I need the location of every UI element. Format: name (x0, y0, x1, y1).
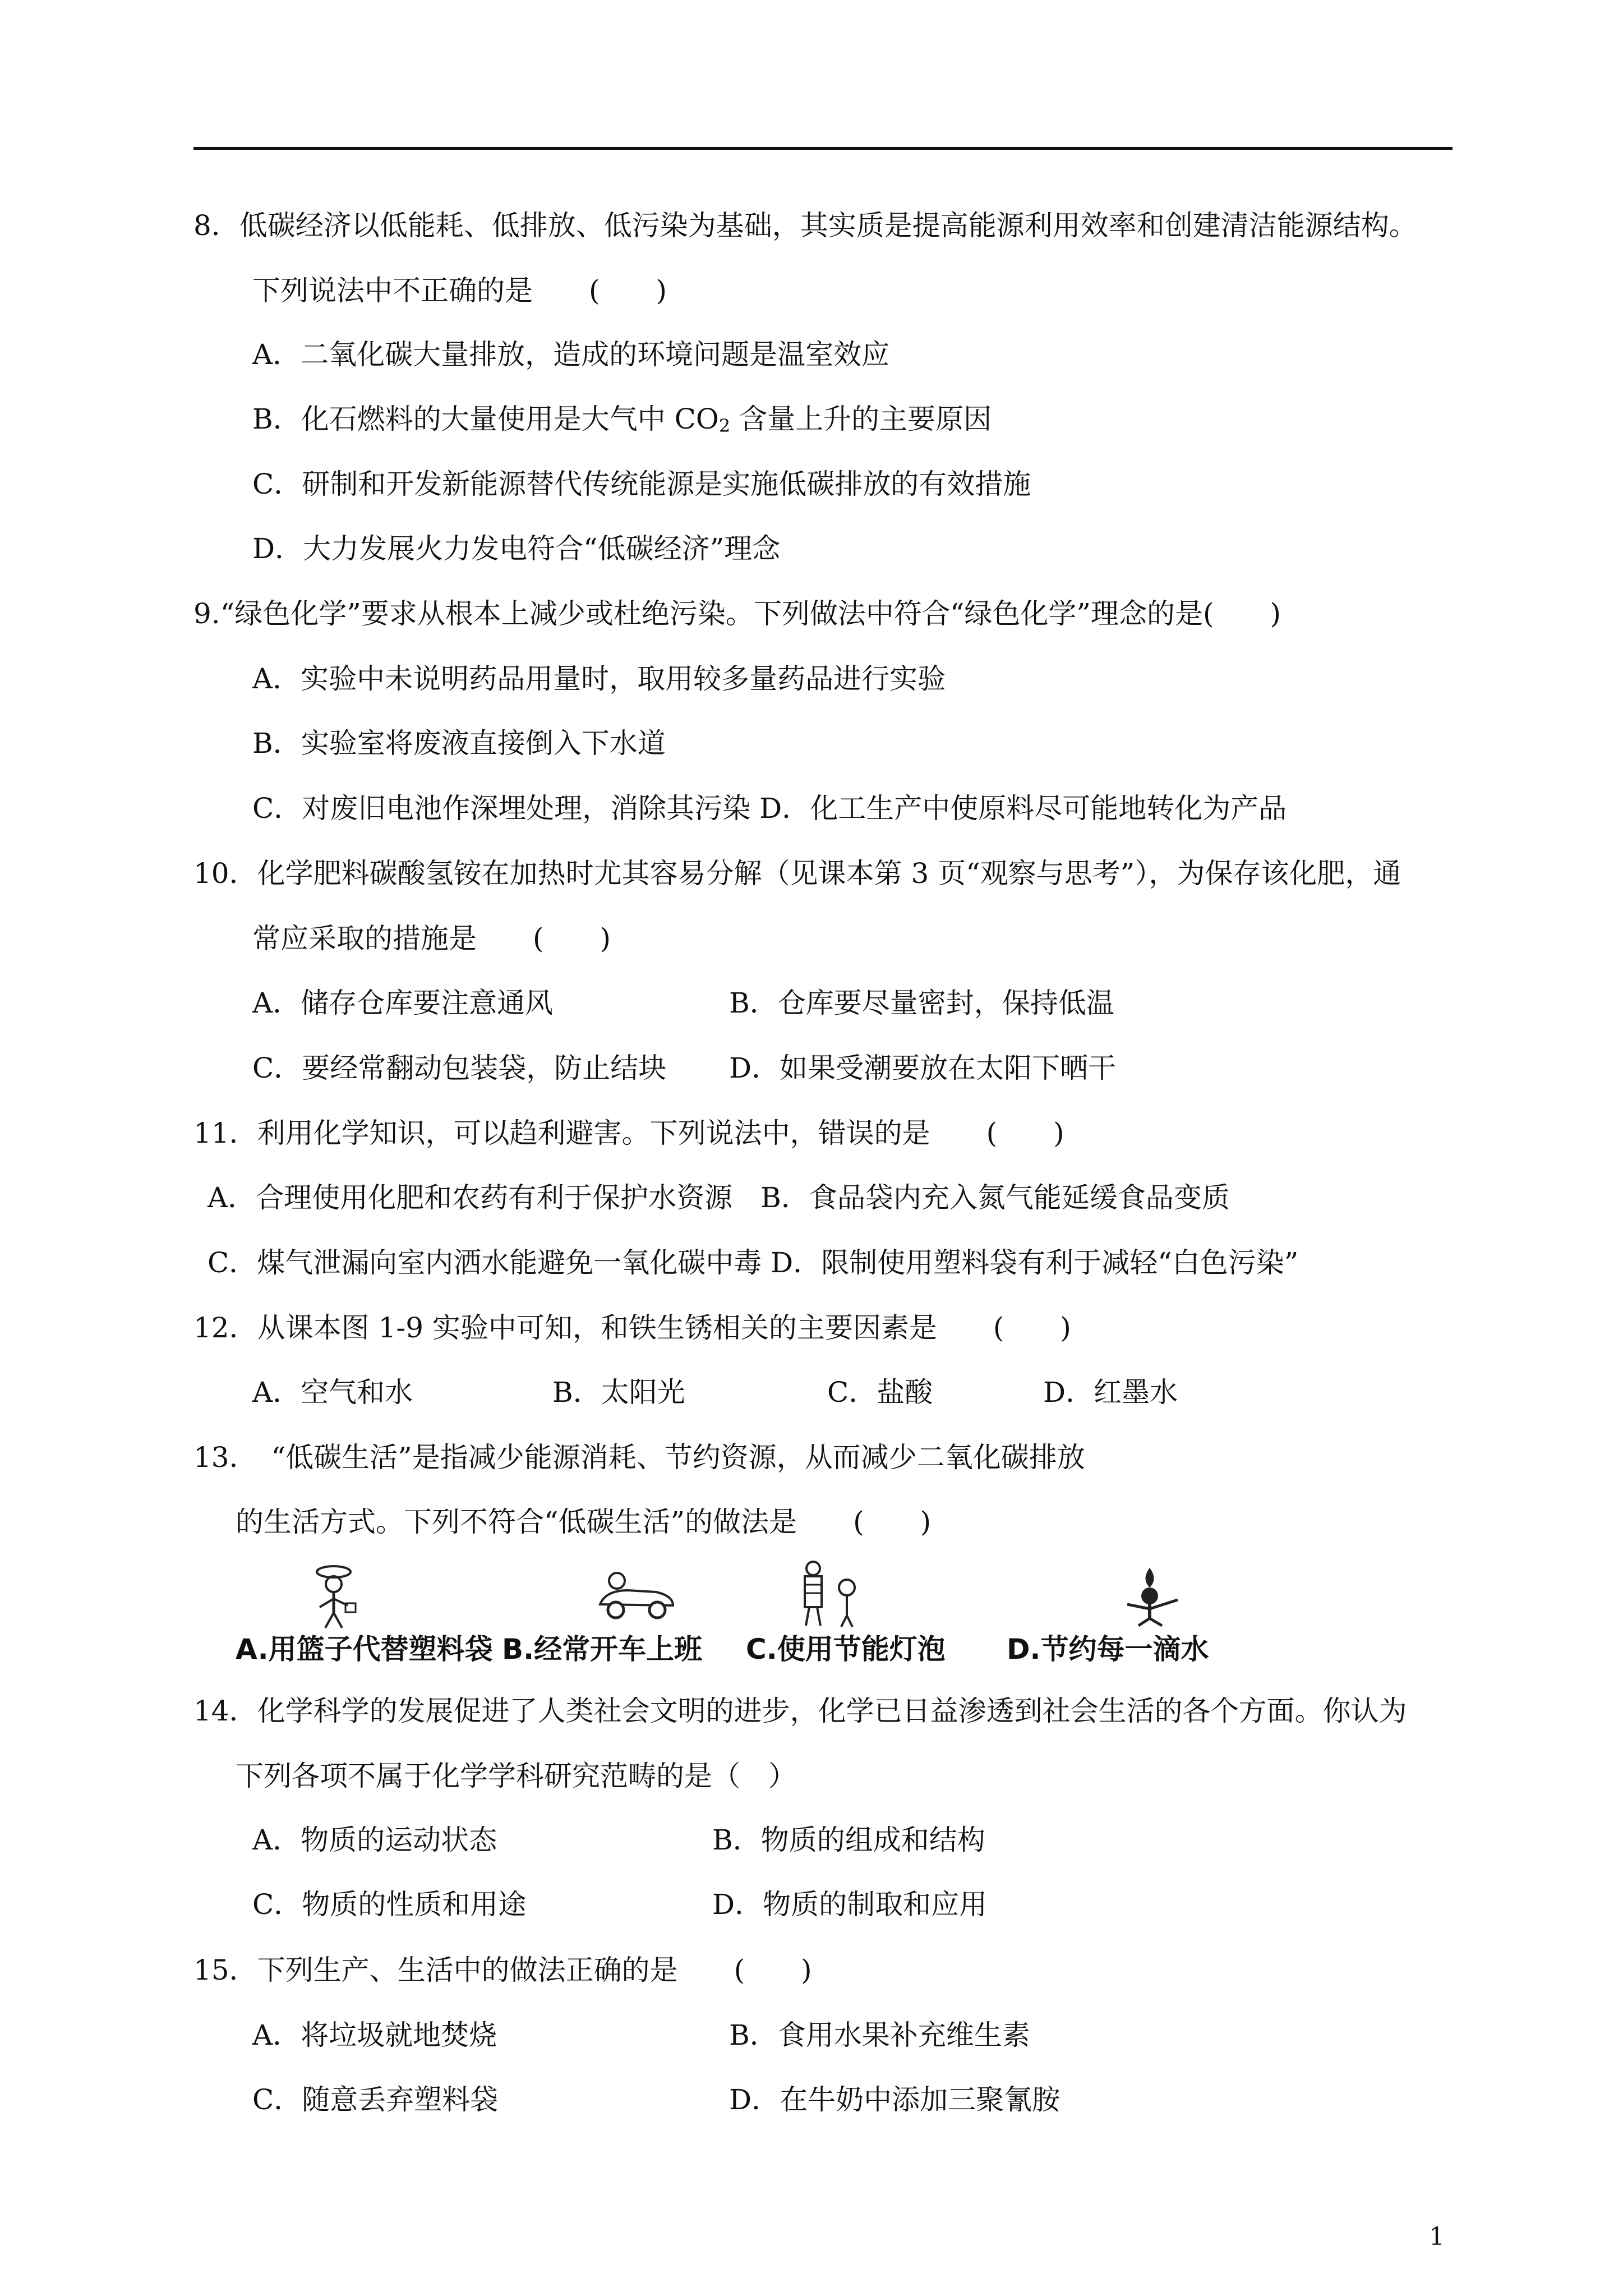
q12-option-c: C．盐酸 (827, 1376, 933, 1409)
q13-option-c: C.使用节能灯泡 (746, 1633, 946, 1665)
q13-option-d: D.节约每一滴水 (1007, 1633, 1209, 1665)
q13-option-b: B.经常开车上班 (502, 1633, 703, 1665)
page-number: 1 (1429, 2223, 1445, 2251)
q8-option-b: B．化石燃料的大量使用是大气中 $CO_2$ 含量上升的主要原因 (252, 403, 992, 436)
q8-option-d: D．大力发展火力发电符合“低碳经济”理念 (252, 532, 781, 565)
q11-stem: 11．利用化学知识，可以趋利避害。下列说法中，错误的是 ( ) (193, 1117, 1064, 1149)
q13-stem-line2: 的生活方式。下列不符合“低碳生活”的做法是 ( ) (236, 1506, 932, 1538)
q14-stem-line2: 下列各项不属于化学学科研究范畴的是（ ） (236, 1760, 796, 1792)
q10-option-d: D．如果受潮要放在太阳下晒干 (729, 1052, 1117, 1084)
q10-option-c: C．要经常翻动包装袋，防止结块 (252, 1052, 667, 1084)
q15-option-b: B．食用水果补充维生素 (729, 2019, 1030, 2051)
q15-stem: 15．下列生产、生活中的做法正确的是 ( ) (193, 1954, 812, 1986)
q8-stem-line1: 8．低碳经济以低能耗、低排放、低污染为基础，其实质是提高能源利用效率和创建清洁能源结构。 (193, 209, 1417, 242)
q12-stem: 12．从课本图 1-9 实验中可知，和铁生锈相关的主要因素是 ( ) (193, 1312, 1071, 1344)
q9-stem: 9.“绿色化学”要求从根本上减少或杜绝污染。下列做法中符合“绿色化学”理念的是( ) (193, 597, 1281, 630)
q10-option-a: A．储存仓库要注意通风 (252, 987, 554, 1019)
q8-option-a: A．二氧化碳大量排放，造成的环境问题是温室效应 (252, 338, 890, 371)
q14-option-d: D．物质的制取和应用 (712, 1888, 988, 1921)
q15-option-d: D．在牛奶中添加三聚氰胺 (729, 2083, 1061, 2116)
q12-option-a: A．空气和水 (252, 1376, 413, 1409)
q10-stem-line2: 常应采取的措施是 ( ) (252, 922, 611, 955)
header-rule (193, 147, 1453, 150)
q8-option-c: C．研制和开发新能源替代传统能源是实施低碳排放的有效措施 (252, 468, 1031, 500)
q10-stem-line1: 10．化学肥料碳酸氢铵在加热时尤其容易分解（见课本第 3 页“观察与思考”），为保存该化肥，通 (193, 857, 1401, 890)
q13-stem-line1: 13． “低碳生活”是指减少能源消耗、节约资源，从而减少二氧化碳排放 (193, 1441, 1085, 1474)
q14-option-b: B．物质的组成和结构 (712, 1824, 985, 1856)
q11-options-ab: A．合理使用化肥和农药有利于保护水资源 B．食品袋内充入氮气能延缓食品变质 (208, 1181, 1230, 1214)
q8-stem-line2: 下列说法中不正确的是 ( ) (252, 274, 667, 307)
person-with-basket-icon (303, 1565, 365, 1632)
q14-option-c: C．物质的性质和用途 (252, 1888, 527, 1921)
q9-option-cd: C．对废旧电池作深埋处理，消除其污染 D．化工生产中使原料尽可能地转化为产品 (252, 792, 1287, 825)
water-drop-person-icon (1110, 1565, 1195, 1627)
q9-option-b: B．实验室将废液直接倒入下水道 (252, 727, 666, 760)
q13-option-a: A.用篮子代替塑料袋 (236, 1633, 493, 1665)
q12-option-b: B．太阳光 (552, 1376, 685, 1409)
energy-saving-bulb-icon (788, 1559, 872, 1632)
car-driver-icon (594, 1571, 679, 1621)
q14-stem-line1: 14．化学科学的发展促进了人类社会文明的进步，化学已日益渗透到社会生活的各个方面。你认为 (193, 1695, 1407, 1727)
q10-option-b: B．仓库要尽量密封，保持低温 (729, 987, 1114, 1019)
q14-option-a: A．物质的运动状态 (252, 1824, 497, 1856)
q15-option-c: C．随意丢弃塑料袋 (252, 2083, 499, 2116)
q11-options-cd: C．煤气泄漏向室内洒水能避免一氧化碳中毒 D．限制使用塑料袋有利于减轻“白色污染” (208, 1246, 1299, 1279)
q9-option-a: A．实验中未说明药品用量时，取用较多量药品进行实验 (252, 662, 946, 695)
q15-option-a: A．将垃圾就地焚烧 (252, 2019, 497, 2051)
q12-option-d: D．红墨水 (1043, 1376, 1178, 1409)
